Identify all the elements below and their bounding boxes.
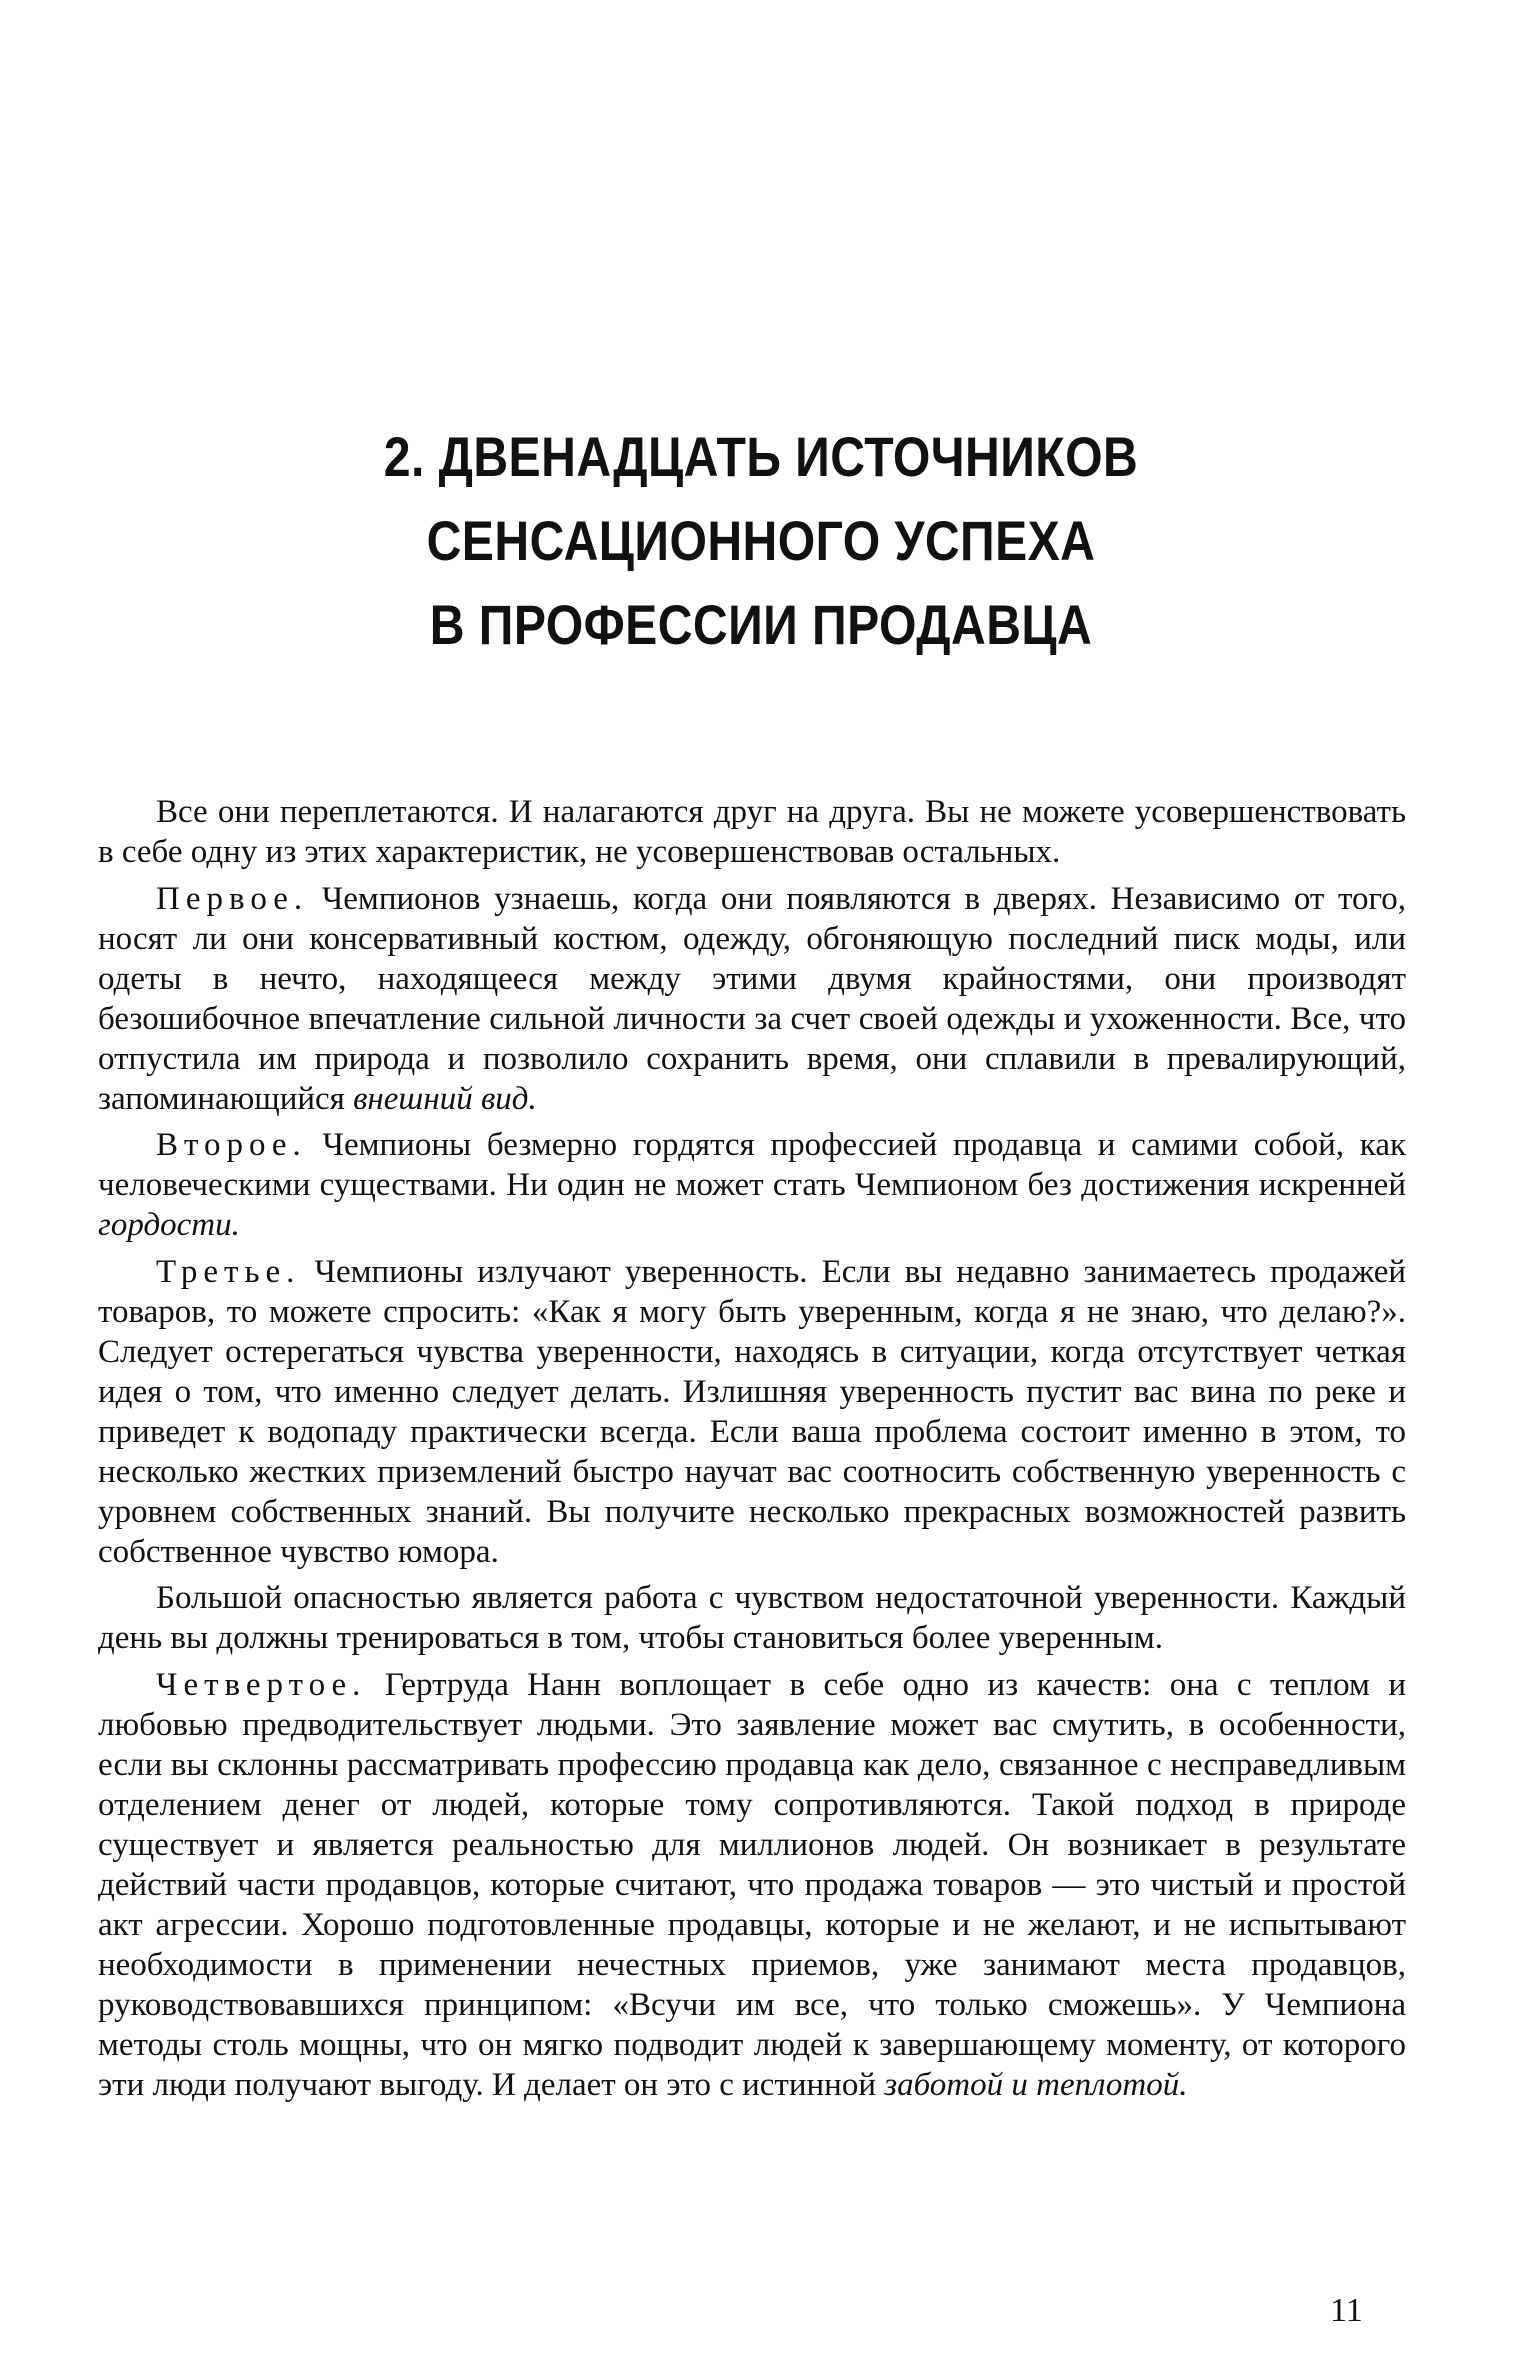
body-text: [98, 792, 1406, 2111]
paragraph-6-text: Гертруда Нанн воплощает в себе одно из качеств: она с теплом и любовью предводительствует людьми. Это заявление может вас смутить, в особенности, если вы склонны рассматривать профессию продавца как дело, связанное с несправедливым отделением денег от людей, которые тому сопротивляются. Такой подход в природе существует и является реальностью для миллионов людей. Он возникает в результате действий части продавцов, которые считают, что продажа товаров — это чистый и простой акт агрессии. Хорошо подготовленные продавцы, которые и не желают, и не испытывают необходимости в применении нечестных приемов, уже занимают места продавцов, руководствовавшихся принципом: «Всучи им все, что только сможешь». У Чемпиона методы столь мощны, что он мягко подводит людей к завершающему моменту, от которого эти люди получают выгоду. И делает он это с истинной: [98, 1666, 1406, 2103]
paragraph-4-text: Чемпионы излучают уверенность. Если вы недавно занимаетесь продажей товаров, то можете спросить: «Как я могу быть уверенным, когда я не знаю, что делаю?». Следует остерегаться чувства уверенности, находясь в ситуации, когда отсутствует четкая идея о том, что именно следует делать. Излишняя уверенность пустит вас вина по реке и приведет к водопаду практически всегда. Если ваша проблема состоит именно в этом, то несколько жестких приземлений быстро научат вас соотносить собственную уверенность с уровнем собственных знаний. Вы получите несколько прекрасных возможностей развить собственное чувство юмора.: [98, 1253, 1406, 1570]
paragraph-3-text: Чемпионы безмерно гордятся профессией продавца и самими собой, как человеческими существами. Ни один не может стать Чемпионом без достижения искренней: [98, 1127, 1406, 1203]
paragraph-2: [98, 879, 1406, 1119]
paragraph-5: Большой опасностью является работа с чувством недостаточной уверенности. Каждый день вы должны тренироваться в том, чтобы становиться более уверенным.: [98, 1580, 1406, 1656]
paragraph-3-lead: Второе.: [156, 1127, 307, 1163]
paragraph-1: Все они переплетаются. И налагаются друг на друга. Вы не можете усовершенствовать в себе одну из этих характеристик, не усовершенствовав остальных.: [98, 794, 1406, 870]
chapter-title-line-2: СЕНСАЦИОННОГО УСПЕХА: [426, 509, 1096, 572]
paragraph-6-lead: Четвертое.: [156, 1666, 367, 1703]
paragraph-6: [98, 1665, 1406, 2105]
paragraph-4: [98, 1252, 1406, 1572]
chapter-title-line-3: В ПРОФЕССИИ ПРОДАВЦА: [429, 593, 1093, 656]
chapter-title-line-1: 2. ДВЕНАДЦАТЬ ИСТОЧНИКОВ: [383, 425, 1139, 488]
paragraph-3-emphasis: гордости.: [98, 1207, 240, 1243]
page-number: 11: [1330, 2292, 1363, 2329]
paragraph-4-lead: Третье.: [156, 1253, 301, 1290]
paragraph-2-text: Чемпионов узнаешь, когда они появляются в дверях. Независимо от того, носят ли они консервативный костюм, одежду, обгоняющую последний писк моды, или одеты в нечто, находящееся между этими двумя крайностями, они производят безошибочное впечатление сильной личности за счет своей одежды и ухоженности. Все, что отпустила им природа и позволило сохранить время, они сплавили в превалирующий, запоминающийся: [98, 880, 1406, 1117]
paragraph-3: [98, 1125, 1406, 1245]
paragraph-6-emphasis: заботой и теплотой.: [884, 2066, 1188, 2103]
chapter-title: [279, 415, 1244, 667]
paragraph-2-emphasis: внешний вид.: [353, 1080, 537, 1117]
paragraph-2-lead: Первое.: [156, 880, 309, 917]
